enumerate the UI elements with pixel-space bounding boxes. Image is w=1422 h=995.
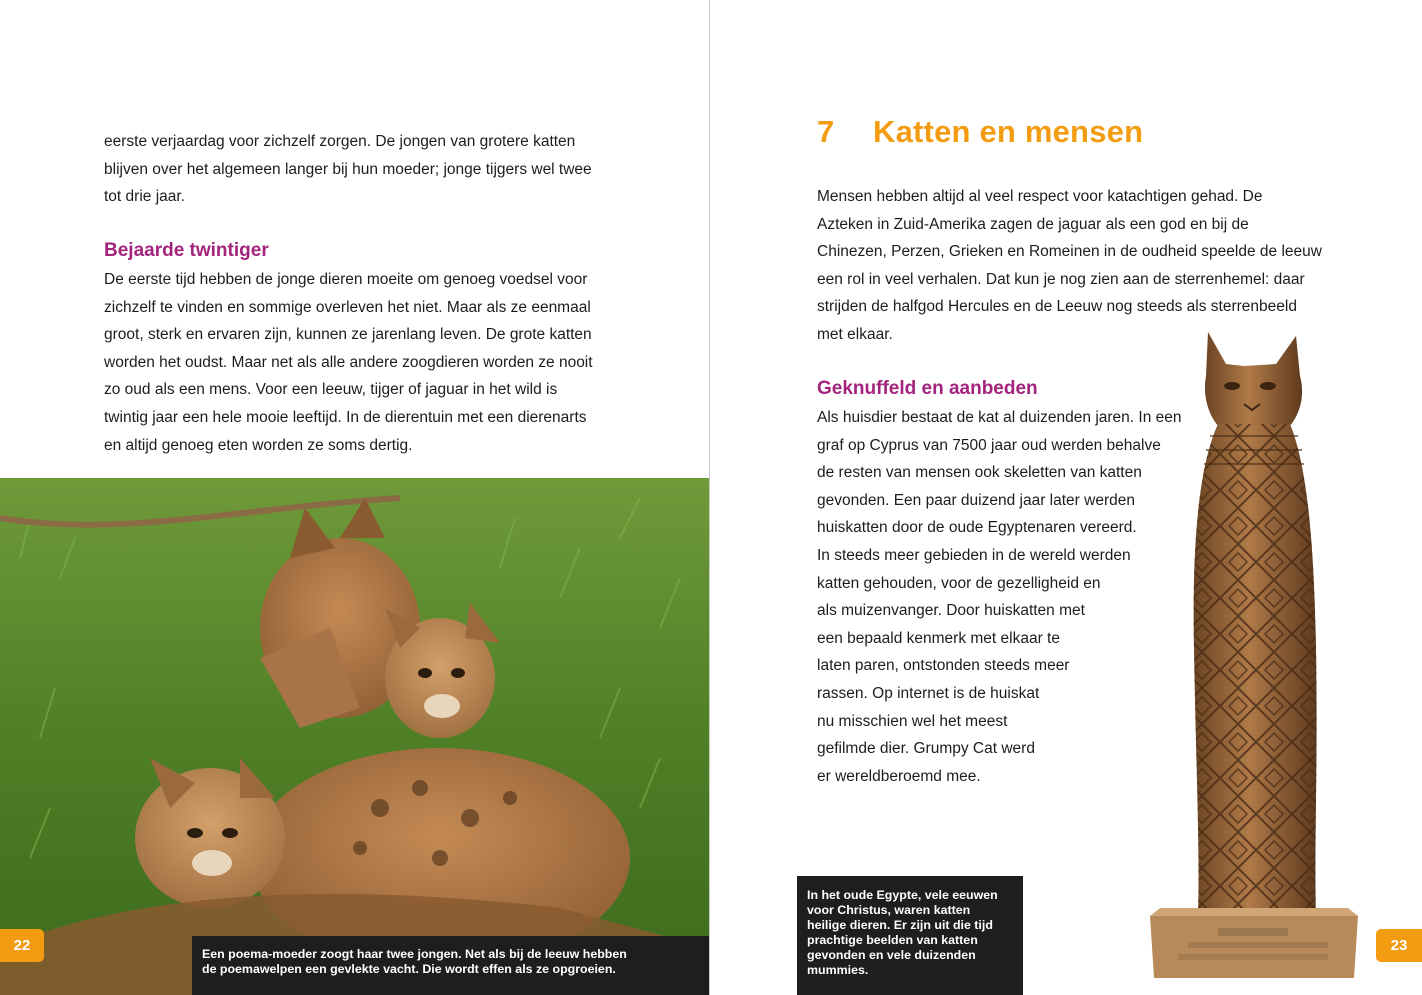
mummy-caption [797,876,1023,995]
text-line: Chinezen, Perzen, Grieken en Romeinen in de oudheid speelde de leeuw [817,243,1322,261]
right-intro-paragraph [817,183,1322,349]
text-line: gefilmde dier. Grumpy Cat werd [817,740,1035,758]
text-line: nu misschien wel het meest [817,712,1008,730]
caption-line: voor Christus, waren katten [807,903,971,917]
text-line: groot, sterk en ervaren zijn, kunnen ze jarenlang leven. De grote katten [104,326,592,344]
text-line: huiskatten door de oude Egyptenaren vereerd. [817,519,1137,537]
text-line: als muizenvanger. Door huiskatten met [817,602,1085,620]
text-line: katten gehouden, voor de gezelligheid en [817,574,1101,592]
text-line: worden het oudst. Maar net als alle andere zoogdieren worden ze nooit [104,353,593,371]
text-line: graf op Cyprus van 7500 jaar oud werden behalve [817,436,1161,454]
text-line: met elkaar. [817,325,893,343]
page-number-right: 23 [1376,929,1422,962]
text-line: de resten van mensen ook skeletten van katten [817,464,1142,482]
right-section-paragraph [817,404,1182,790]
text-line: tot drie jaar. [104,188,185,206]
text-line: De eerste tijd hebben de jonge dieren moeite om genoeg voedsel voor [104,271,588,288]
text-line: Mensen hebben altijd al veel respect voor katachtigen gehad. De [817,188,1263,205]
caption-line: de poemawelpen een gevlekte vacht. Die wordt effen als ze opgroeien. [202,962,616,976]
chapter-number: 7 [817,114,835,149]
text-line: zichzelf te vinden en sommige overleven het niet. Maar als ze eenmaal [104,298,591,316]
chapter-title [817,114,1143,150]
caption-line: heilige dieren. Er zijn uit die tijd [807,918,993,932]
page-number-left: 22 [0,929,44,962]
text-line: gevonden. Een paar duizend jaar later werden [817,491,1135,509]
caption-line: Een poema-moeder zoogt haar twee jongen. Net als bij de leeuw hebben [202,947,627,961]
text-line: een rol in veel verhalen. Dat kun je nog zien aan de sterrenhemel: daar [817,270,1305,288]
caption-line: In het oude Egypte, vele eeuwen [807,888,998,902]
text-line: zo oud als een mens. Voor een leeuw, tijger of jaguar in het wild is [104,381,558,399]
left-intro-paragraph [104,128,592,211]
text-line: In steeds meer gebieden in de wereld werden [817,546,1131,564]
puma-caption [192,936,709,995]
text-line: en altijd genoeg eten worden ze soms dertig. [104,436,413,454]
section-heading-geknuffeld: Geknuffeld en aanbeden [817,378,1038,399]
left-page [0,0,709,995]
right-page [710,0,1422,995]
cat-mummy-image [1148,328,1360,985]
text-line: strijden de halfgod Hercules en de Leeuw nog steeds als sterrenbeeld [817,298,1297,316]
caption-line: mummies. [807,963,869,977]
text-line: blijven over het algemeen langer bij hun moeder; jonge tijgers wel twee [104,160,592,178]
text-line: twintig jaar een hele mooie leeftijd. In de dierentuin met een dierenarts [104,408,587,426]
text-line: Azteken in Zuid-Amerika zagen de jaguar als een god en bij de [817,215,1249,233]
caption-line: gevonden en vele duizenden [807,948,976,962]
caption-line: prachtige beelden van katten [807,933,978,947]
text-line: rassen. Op internet is de huiskat [817,684,1040,702]
text-line: eerste verjaardag voor zichzelf zorgen. De jongen van grotere katten [104,133,576,150]
section-heading-bejaarde: Bejaarde twintiger [104,240,269,261]
chapter-title-text: Katten en mensen [873,114,1144,149]
puma-family-photo [0,478,709,995]
text-line: een bepaald kenmerk met elkaar te [817,629,1060,647]
left-section-paragraph [104,266,593,459]
text-line: laten paren, ontstonden steeds meer [817,657,1070,675]
text-line: er wereldberoemd mee. [817,767,981,785]
text-line: Als huisdier bestaat de kat al duizenden jaren. In een [817,409,1182,426]
